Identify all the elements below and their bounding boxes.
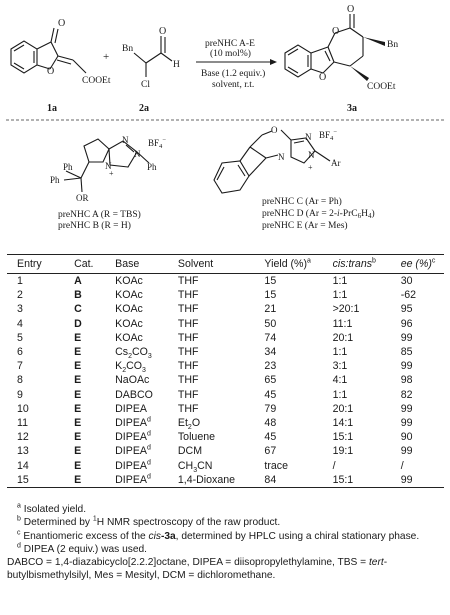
- cell-ee: 85: [400, 346, 413, 359]
- cell-entry: 11: [17, 417, 28, 430]
- cell-cis-trans: /: [332, 459, 336, 472]
- cell-yield: 79: [264, 402, 277, 415]
- compound-label-1a: 1a: [47, 103, 57, 114]
- cell-yield: 67: [264, 445, 277, 458]
- cell-entry: 5: [17, 331, 23, 344]
- cell-yield: 45: [264, 388, 277, 401]
- header-yield: Yield (%)$^a$: [264, 255, 332, 274]
- reaction-scheme: [0, 0, 450, 252]
- cell-yield: trace: [264, 459, 288, 472]
- header-ee: ee (%)$^c$: [401, 255, 444, 274]
- caption-prenhc-c: preNHC C (Ar = Ph): [262, 197, 342, 207]
- cell-base: DIPEA$^d$: [115, 473, 178, 488]
- cell-catalyst: E: [74, 346, 82, 359]
- table-row: [7, 331, 444, 345]
- footnotes: [7, 503, 444, 583]
- cell-cis-trans: 4:1: [332, 374, 348, 387]
- cell-ee: 99: [400, 331, 413, 344]
- caption-prenhc-b: preNHC B (R = H): [58, 221, 131, 231]
- cat-cde-plus: +: [308, 163, 313, 172]
- carbonyl-o-3a: O: [347, 4, 355, 15]
- cell-cis-trans: >20:1: [332, 303, 360, 316]
- table-row: [7, 459, 444, 473]
- cell-solvent: THF: [177, 275, 199, 287]
- cat-cde-n-top: N: [305, 132, 312, 142]
- cell-ee: 30: [400, 275, 413, 287]
- table-header-row: [7, 255, 444, 274]
- header-base: Base: [115, 255, 178, 274]
- cell-base: KOAc: [115, 275, 143, 287]
- cell-cis-trans: 15:1: [332, 431, 354, 444]
- cell-base: DABCO: [115, 388, 153, 401]
- cell-solvent: THF: [177, 374, 199, 387]
- cell-base: KOAc: [115, 303, 143, 316]
- cell-cis-trans: 15:1: [333, 473, 401, 488]
- cell-entry: 2: [17, 289, 23, 302]
- cell-entry: 8: [17, 374, 23, 387]
- cell-entry: 7: [17, 360, 23, 373]
- cell-cis-trans: 1:1: [332, 275, 348, 287]
- table-row: [7, 430, 444, 444]
- compound-2a-structure: [134, 36, 172, 77]
- cell-entry: 10: [17, 402, 29, 415]
- table-row: [7, 373, 444, 387]
- cell-yield: 48: [264, 417, 277, 430]
- header-solvent: Solvent: [178, 255, 265, 274]
- product-3a-structure: [285, 14, 385, 81]
- table-row: [7, 444, 444, 458]
- footnote-c: $^c$ Enantiomeric excess of the cis-3a, determined by HPLC using a chiral stationary phase.: [17, 529, 420, 542]
- header-entry: Entry: [7, 255, 74, 274]
- cat-cde-ar: Ar: [331, 158, 341, 168]
- arrow-solvent-label: solvent, r.t.: [212, 80, 255, 90]
- cell-cis-trans: 20:1: [332, 402, 354, 415]
- cat-ab-n-top: N: [122, 135, 129, 145]
- furan-o-3a: O: [319, 72, 327, 83]
- cell-cis-trans: 14:1: [332, 417, 354, 430]
- table-row: [7, 317, 444, 331]
- cell-solvent: THF: [177, 402, 199, 415]
- cell-base: DIPEA: [115, 402, 147, 415]
- carbonyl-o-2a: O: [159, 26, 167, 37]
- table-row: [7, 402, 444, 416]
- cell-yield: 23: [264, 360, 277, 373]
- cell-base: DIPEA$^d$: [115, 430, 151, 444]
- cell-catalyst: E: [74, 445, 82, 458]
- cell-cis-trans: 20:1: [332, 331, 354, 344]
- table-row: [7, 274, 444, 289]
- cell-ee: /: [400, 459, 404, 472]
- catalyst-cde-structure: [214, 130, 330, 193]
- cell-cis-trans: 1:1: [332, 346, 348, 359]
- cell-base: DIPEA$^d$: [115, 459, 151, 472]
- arrow-head: [270, 59, 277, 65]
- cell-cis-trans: 1:1: [332, 388, 348, 401]
- cell-catalyst: E: [74, 473, 115, 488]
- table-row: [7, 345, 444, 359]
- cell-solvent: THF: [177, 303, 199, 316]
- cell-base: DIPEA$^d$: [115, 444, 151, 458]
- caption-prenhc-d: preNHC D $(Ar = 2-i-PrC_6H_4)$: [262, 209, 375, 220]
- cat-ab-ph2: Ph: [50, 175, 60, 185]
- arrow-loading-label: (10 mol%): [210, 49, 251, 59]
- table-row: [7, 416, 444, 430]
- cell-ee: -62: [400, 289, 417, 302]
- table-row: [7, 359, 444, 373]
- carbonyl-o-1a: O: [58, 18, 66, 29]
- cell-solvent: $Et_2O$: [177, 417, 201, 432]
- cell-solvent: 1,4-Dioxane: [178, 473, 265, 488]
- cell-base: KOAc: [115, 289, 143, 302]
- cell-catalyst: E: [74, 459, 82, 472]
- cell-yield: 84: [264, 473, 332, 488]
- cell-entry: 3: [17, 303, 23, 316]
- cell-base: KOAc: [115, 317, 143, 330]
- cell-base: $Cs_2CO_3$: [115, 346, 152, 361]
- cell-yield: 45: [264, 431, 277, 444]
- cell-cis-trans: 1:1: [332, 289, 348, 302]
- cell-catalyst: B: [74, 289, 82, 302]
- cell-yield: 21: [264, 303, 277, 316]
- cell-ee: 99: [400, 417, 413, 430]
- cell-base: $K_2CO_3$: [115, 360, 146, 375]
- cell-catalyst: D: [74, 317, 82, 330]
- lactone-o-3a: O: [332, 26, 340, 37]
- bn-label-2a: Bn: [122, 44, 134, 54]
- footnote-d: $^d$ DIPEA (2 equiv.) was used.: [17, 542, 147, 555]
- cell-cis-trans: 19:1: [332, 445, 354, 458]
- chloro-label-2a: Cl: [141, 80, 150, 90]
- cat-ab-plus: +: [109, 169, 114, 178]
- cell-yield: 50: [264, 317, 277, 330]
- footnote-b: $^b$ Determined by $^1$H NMR spectroscopy of the raw product.: [17, 515, 281, 529]
- cell-solvent: Toluene: [177, 431, 215, 444]
- cat-ab-ph1: Ph: [63, 162, 73, 172]
- table-row: [7, 302, 444, 316]
- cell-catalyst: E: [74, 417, 82, 430]
- table-row: [7, 388, 444, 402]
- footnote-a: $^a$ Isolated yield.: [17, 502, 87, 515]
- header-cat: Cat.: [74, 255, 115, 274]
- cell-catalyst: C: [74, 303, 82, 316]
- compound-label-2a: 2a: [139, 103, 149, 114]
- bn-label-3a: Bn: [387, 40, 399, 50]
- cat-ab-ph-n: Ph: [147, 162, 157, 172]
- table-row: [7, 473, 444, 488]
- table-body: [7, 274, 444, 488]
- table-row: [7, 288, 444, 302]
- cell-ee: 82: [400, 388, 413, 401]
- cat-cde-n-right: N: [308, 150, 315, 160]
- cell-solvent: THF: [177, 331, 199, 344]
- cell-solvent: $CH_3CN$: [177, 459, 213, 474]
- cell-base: DIPEA$^d$: [115, 416, 151, 430]
- cell-base: KOAc: [115, 331, 143, 344]
- cell-catalyst: E: [74, 331, 82, 344]
- header-cis-trans: cis:trans$^b$: [333, 255, 401, 274]
- cell-ee: 99: [400, 445, 413, 458]
- plus-sign: +: [103, 51, 110, 63]
- ring-o-1a: O: [47, 66, 55, 77]
- cell-entry: 15: [7, 473, 74, 488]
- cat-ab-n-bottom: N: [105, 161, 112, 171]
- abbreviations: DABCO = 1,4-diazabicyclo[2.2.2]octane, DIPEA = diisopropylethylamine, TBS = tert-butylbismethylsilyl, Mes = Mesityl, DCM = dichloromethane.: [7, 557, 388, 582]
- cell-solvent: THF: [177, 289, 199, 302]
- cell-solvent: THF: [177, 317, 199, 330]
- aldehyde-h-2a: H: [173, 60, 180, 70]
- arrow-base-label: Base (1.2 equiv.): [201, 69, 266, 79]
- cell-entry: 4: [17, 317, 23, 330]
- cell-yield: 15: [264, 275, 277, 287]
- cell-ee: 99: [400, 360, 413, 373]
- cell-ee: 98: [400, 374, 413, 387]
- cell-yield: 65: [264, 374, 277, 387]
- cell-entry: 12: [17, 431, 29, 444]
- cell-ee: 95: [400, 303, 413, 316]
- cell-solvent: THF: [177, 346, 199, 359]
- optimization-table: [7, 254, 444, 488]
- cat-cde-o: O: [271, 125, 278, 135]
- cell-cis-trans: 11:1: [332, 317, 353, 330]
- cell-solvent: THF: [177, 388, 199, 401]
- cell-catalyst: E: [74, 402, 82, 415]
- cell-base: NaOAc: [115, 374, 150, 387]
- cell-entry: 13: [17, 445, 29, 458]
- cell-ee: 99: [400, 402, 413, 415]
- caption-prenhc-a: preNHC A (R = TBS): [58, 210, 141, 220]
- cell-catalyst: E: [74, 374, 82, 387]
- cell-yield: 34: [264, 346, 277, 359]
- cell-solvent: DCM: [177, 445, 203, 458]
- cat-cde-bf4: $BF_4^-$: [319, 129, 337, 142]
- cell-entry: 14: [17, 459, 29, 472]
- cat-ab-bf4: $BF_4^-$: [148, 137, 166, 150]
- cell-catalyst: E: [74, 388, 82, 401]
- cell-catalyst: A: [74, 275, 82, 287]
- cell-ee: 99: [401, 473, 444, 488]
- caption-prenhc-e: preNHC E (Ar = Mes): [262, 221, 348, 231]
- cell-catalyst: E: [74, 360, 82, 373]
- cell-yield: 15: [264, 289, 277, 302]
- cell-ee: 96: [400, 317, 413, 330]
- compound-label-3a: 3a: [347, 103, 357, 114]
- arrow-catalyst-label: preNHC A-E: [205, 39, 255, 49]
- ester-label-1a: COOEt: [82, 76, 111, 86]
- cell-entry: 9: [17, 388, 23, 401]
- cell-entry: 6: [17, 346, 23, 359]
- cell-entry: 1: [17, 275, 23, 287]
- cat-cde-n-left: N: [278, 152, 285, 162]
- cell-solvent: THF: [177, 360, 199, 373]
- ester-label-3a: COOEt: [367, 82, 396, 92]
- cat-ab-or: OR: [76, 193, 89, 203]
- cell-cis-trans: 3:1: [332, 360, 348, 373]
- cat-ab-n-right: N: [134, 149, 141, 159]
- cell-yield: 74: [264, 331, 277, 344]
- cell-ee: 90: [400, 431, 413, 444]
- cell-catalyst: E: [74, 431, 82, 444]
